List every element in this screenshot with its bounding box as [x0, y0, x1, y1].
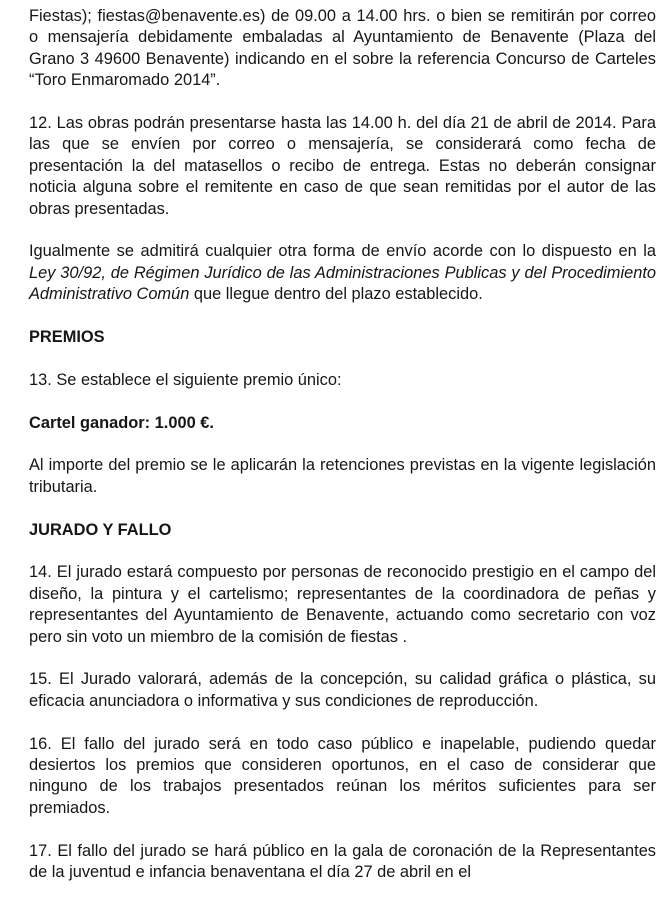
paragraph-rule-16: 16. El fallo del jurado será en todo caso público e inapelable, pudiendo quedar desiertos los premios que consideren oportunos, en el caso de considerar que ninguno de los trabajos presentados reúnan los méritos suficientes para ser premiados.: [29, 734, 656, 817]
paragraph-rule-13: 13. Se establece el siguiente premio único:: [29, 370, 342, 389]
section-heading-premios: PREMIOS: [29, 328, 105, 347]
paragraph-rule-14: 14. El jurado estará compuesto por personas de reconocido prestigio en el campo del diseño, la pintura y el cartelismo; representantes de la coordinadora de peñas y representantes del Ayuntamiento de Benavente, actuando como secretario con voz pero sin voto un miembro de la comisión de fiestas .: [29, 563, 656, 646]
paragraph-rule-15: 15. El Jurado valorará, además de la concepción, su calidad gráfica o plástica, su eficacia anunciadora o informativa y sus condiciones de reproducción.: [29, 670, 656, 710]
paragraph-igualmente-text-end: que llegue dentro del plazo establecido.: [189, 285, 483, 304]
paragraph-intro: Fiestas); fiestas@benavente.es) de 09.00 a 14.00 hrs. o bien se remitirán por correo o mensajería debidamente embaladas al Ayuntamiento de Benavente (Plaza del Grano 3 49600 Benavente) indicando en el sobre la referencia Concurso de Carteles “Toro Enmaromado 2014”.: [29, 7, 656, 90]
paragraph-rule-17: 17. El fallo del jurado se hará público en la gala de coronación de la Representantes de la juventud e infancia benaventana el día 27 de abril en el: [29, 841, 656, 882]
paragraph-retenciones: Al importe del premio se le aplicarán la retenciones previstas en la vigente legislación tributaria.: [29, 456, 656, 496]
paragraph-igualmente: [29, 241, 656, 305]
section-heading-jurado: JURADO Y FALLO: [29, 520, 172, 539]
paragraph-igualmente-text: Igualmente se admitirá cualquier otra forma de envío acorde con lo dispuesto en la: [29, 242, 656, 261]
law-reference: Ley 30/92, de Régimen Jurídico de las Administraciones Publicas y del Procedimiento Administrativo Común: [29, 263, 656, 304]
paragraph-rule-12: 12. Las obras podrán presentarse hasta las 14.00 h. del día 21 de abril de 2014. Para las que se envíen por correo o mensajería, se considerará como fecha de presentación la del matasellos o recibo de entrega. Estas no deberán consignar noticia alguna sobre el remitente en caso de que sean remitidas por el autor de las obras presentadas.: [29, 114, 656, 218]
prize-amount: Cartel ganador: 1.000 €.: [29, 413, 214, 432]
